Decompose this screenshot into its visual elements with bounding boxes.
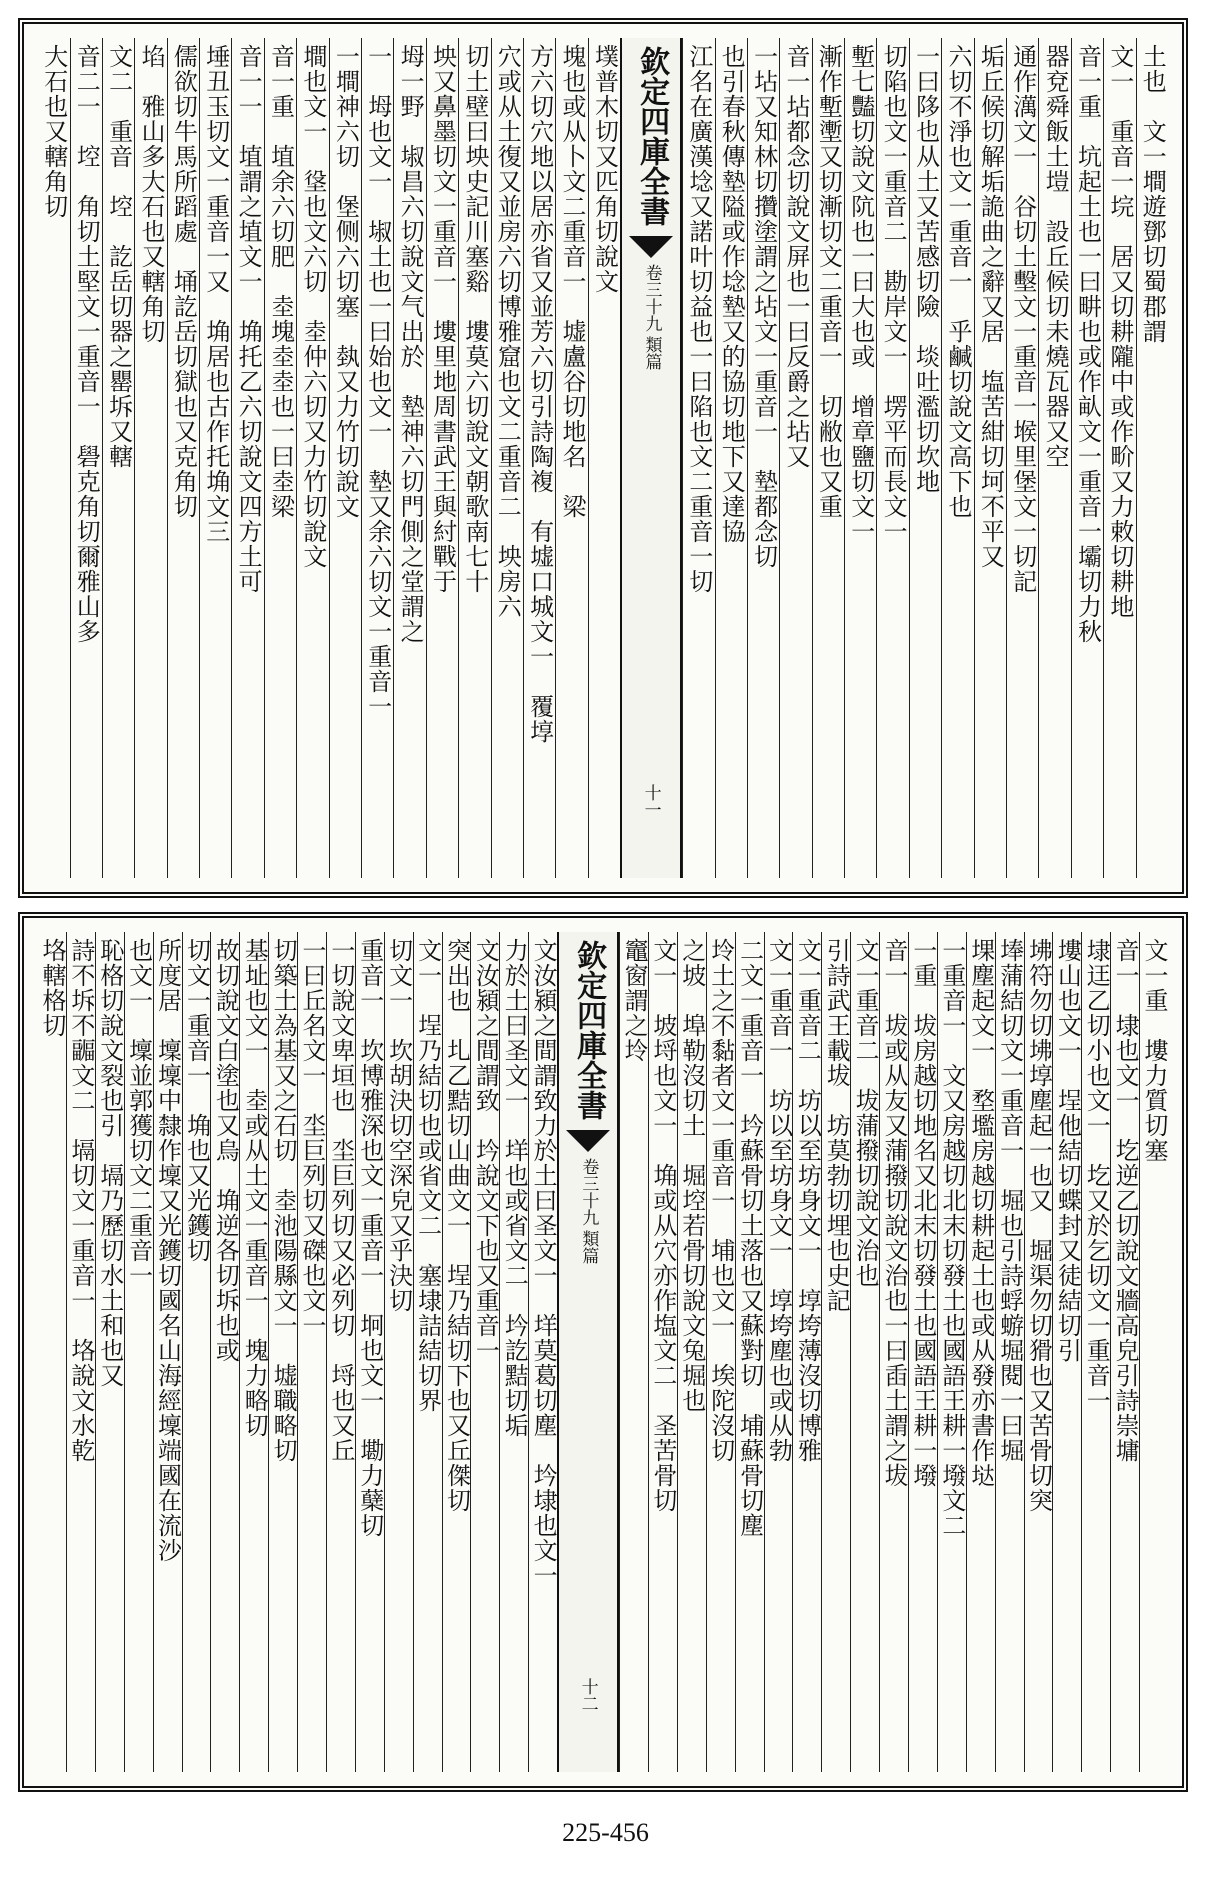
column-text: 一重 坺房越切地名又北末切發土也國語王耕一墢 <box>908 938 937 1488</box>
text-column <box>66 932 95 1772</box>
text-column <box>995 932 1024 1772</box>
text-column <box>966 932 995 1772</box>
column-text: 文一重音二 坊以至坊身文一 埻垮薄沒切博雅 <box>793 938 822 1463</box>
column-text: 土也 文一墹遊鄧切蜀郡謂 <box>1138 44 1167 344</box>
text-column <box>677 932 706 1772</box>
column-text: 音一 埭也文一 圪逆乙切說文牆高皃引詩崇墉 <box>1111 938 1140 1463</box>
text-column <box>413 932 442 1772</box>
column-text: 文一重 塿力質切塞 <box>1140 938 1168 1163</box>
text-column <box>426 38 458 878</box>
column-text: 穴或从土復又並房六切博雅窟也文二重音二 坱房六 <box>493 44 522 619</box>
text-column <box>384 932 413 1772</box>
lower-columns <box>38 932 1168 1772</box>
column-text: 切文一重音一 埆也又光鑊切 <box>182 938 211 1263</box>
text-column <box>908 932 937 1772</box>
volume-label: 卷三十九 <box>641 264 662 332</box>
column-text: 坱又鼻墨切文一重音一 塿里地周書武王與紂戰于 <box>428 44 457 594</box>
text-column <box>470 932 499 1772</box>
column-text: 基址也文一 坴或从土文一重音一 塊力略切 <box>240 938 269 1438</box>
fishtail-mark-icon <box>566 1130 610 1152</box>
column-text: 故切說文白塗也又烏 埆逆各切坼也或 <box>211 938 240 1363</box>
column-text: 文汝潁之間謂致力於土曰圣文一 垟莫葛切塵 坅埭也文一 <box>529 938 558 1588</box>
column-text: 儒欲切牛馬所蹈處 埇訖岳切獄也又克角切 <box>169 44 198 519</box>
text-column <box>1136 38 1168 878</box>
folio-number: 十一 <box>640 784 661 818</box>
column-text: 竈窗謂之坽 <box>620 938 648 1063</box>
column-text: 音一一 埴謂之埴文一 埆托乙六切說文四方土可 <box>234 44 263 594</box>
column-text: 塊也或从卜文二重音一 墟盧谷切地名 梁 <box>558 44 587 519</box>
text-column <box>1110 932 1139 1772</box>
column-text: 埵丑玉切文一重音一又 埆居也古作托埆文三 <box>201 44 230 544</box>
text-column <box>442 932 471 1772</box>
text-column <box>355 932 384 1772</box>
text-column <box>38 932 66 1772</box>
text-column <box>210 932 239 1772</box>
column-text: 切文一 坎胡決切空深皃又乎決切 <box>384 938 413 1313</box>
book-title: 欽定四庫全書 <box>571 940 607 1120</box>
page-number: 225-456 <box>562 1818 649 1847</box>
text-column <box>747 38 779 878</box>
text-column <box>1006 38 1038 878</box>
text-column <box>70 38 102 878</box>
text-column <box>844 38 876 878</box>
category-label: 類篇 <box>578 1230 599 1264</box>
column-text: 文一 埕乃結切也或省文二 塞埭詰結切界 <box>413 938 442 1413</box>
text-column <box>588 38 620 878</box>
book-title: 欽定四庫全書 <box>634 46 670 226</box>
column-text: 音一 坺或从友又蒲撥切說文治也一曰臿土謂之坺 <box>880 938 908 1488</box>
column-text: 一坫又知林切攢塗謂之坫文一重音一 墊都念切 <box>749 44 778 569</box>
text-column <box>528 932 557 1772</box>
column-text: 塿山也文一 埕他結切蝶封又徒結切引 <box>1053 938 1082 1363</box>
text-column <box>296 38 328 878</box>
text-column <box>102 38 134 878</box>
text-column <box>735 932 764 1772</box>
text-column <box>974 38 1006 878</box>
text-column <box>153 932 182 1772</box>
column-text: 一曰丘名文一 坔巨列切又磔也文一 <box>298 938 326 1338</box>
column-text: 埭迋乙切小也文一 圪又於乞切文一重音一 <box>1082 938 1111 1413</box>
column-text: 引詩武王載坺 坊莫勃切埋也史記 <box>822 938 851 1313</box>
upper-panel <box>18 18 1188 898</box>
column-text: 二文一重音一 坅蘇骨切土落也又蘇對切 埔蘇骨切塵 <box>735 938 764 1538</box>
column-text: 所度居 壈壈中隸作壈又光鑊切國名山海經壈端國在流沙 <box>153 938 182 1563</box>
column-text: 之坡 埠勒沒切土 堀埪若骨切說文兔堀也 <box>677 938 706 1413</box>
column-text: 堁塵起文一 堥壏房越切耕起土也或从發亦書作垯 <box>966 938 995 1488</box>
text-column <box>1103 38 1135 878</box>
category-label: 類篇 <box>641 336 662 370</box>
column-text: 江名在廣漢埝又諾叶切益也一曰陷也文二重音一切 <box>684 44 713 594</box>
column-text: 垎轄格切 <box>38 938 66 1038</box>
text-column <box>812 38 844 878</box>
section-label <box>642 264 661 370</box>
text-column <box>1038 38 1070 878</box>
fishtail-center <box>620 38 682 878</box>
column-text: 通作澫文一 谷切土墼文一重音一堠里堡文一切記 <box>1008 44 1037 594</box>
column-text: 切築土為基又之石切 坴池陽縣文一 墟職略切 <box>269 938 298 1463</box>
column-text: 詩不坼不疈文二 塥切文一重音一 垎說文水乾 <box>66 938 95 1463</box>
text-column <box>95 932 124 1772</box>
text-column <box>648 932 677 1772</box>
text-column <box>619 932 648 1772</box>
column-text: 重音一 坎博雅深也文一重音一 坰也文一 墈力蘖切 <box>355 938 384 1538</box>
fishtail-center <box>557 932 619 1772</box>
text-column <box>821 932 850 1772</box>
text-column <box>1052 932 1081 1772</box>
column-text: 器兗舜飯土塏 設丘候切未燒瓦器又空 <box>1041 44 1070 469</box>
column-text: 坽土之不黏者文一重音一 埔也文一 埃陀沒切 <box>706 938 735 1463</box>
column-text: 文一 坡埒也文一 埆或从穴亦作塩文二 圣苦骨切 <box>648 938 677 1513</box>
column-text: 文一 重音一垸 居又切耕隴中或作畍又力敕切耕地 <box>1105 44 1134 619</box>
fishtail-mark-icon <box>629 236 673 258</box>
column-text: 文一重音一 坊以至坊身文一 埻垮塵也或从勃 <box>764 938 793 1463</box>
section-label <box>579 1158 598 1264</box>
text-column <box>1024 932 1053 1772</box>
column-text: 漸作塹壍又切漸切文二重音一 切敝也又重 <box>814 44 843 519</box>
text-column <box>937 932 966 1772</box>
text-column <box>199 38 231 878</box>
lower-panel <box>18 912 1188 1792</box>
column-text: 音一重 埴余六切肥 坴塊坴坴也一曰坴梁 <box>266 44 295 519</box>
text-column <box>779 38 811 878</box>
column-text: 一曰陊也从土又苦感切險 埮吐濫切坎地 <box>911 44 940 494</box>
column-text: 也引春秋傳墊隘或作埝墊又的協切地下又達協 <box>717 44 746 544</box>
column-text: 音一坫都念切說文屏也一曰反爵之坫又 <box>782 44 810 469</box>
text-column <box>239 932 268 1772</box>
folio-number: 十二 <box>577 1678 598 1712</box>
column-text: 一重音一 文又房越切北末切發土也國語王耕一墢文二 <box>937 938 966 1538</box>
volume-label: 卷三十九 <box>578 1158 599 1226</box>
text-column <box>879 932 908 1772</box>
column-text: 一墹神六切 堡侧六切塞 埶又力竹切說文 <box>331 44 360 519</box>
column-text: 文一重音二 坺蒲撥切說文治也 <box>851 938 880 1288</box>
column-text: 大石也又轄角切 <box>39 44 68 219</box>
column-text: 六切不淨也文一重音一 乎鹹切說文高下也 <box>943 44 972 519</box>
text-column <box>231 38 263 878</box>
text-column <box>264 38 296 878</box>
text-column <box>1071 38 1103 878</box>
column-text: 文汝潁之間謂致 坅說文下也又重音一 <box>471 938 500 1363</box>
column-text: 切陷也文一重音二 勘岸文一 塄平而長文一 <box>879 44 908 544</box>
text-column <box>361 38 393 878</box>
column-text: 切土壁曰坱史記川塞谿 塿莫六切說文朝歌南七十 <box>460 44 489 594</box>
text-column <box>1139 932 1168 1772</box>
text-column <box>682 38 714 878</box>
text-column <box>941 38 973 878</box>
text-column <box>1081 932 1110 1772</box>
text-column <box>792 932 821 1772</box>
column-text: 塹七豔切說文阬也一曰大也或 增章鹽切文一 <box>846 44 875 544</box>
text-column <box>555 38 587 878</box>
text-column <box>326 932 355 1772</box>
text-column <box>167 38 199 878</box>
column-text: 一 坶也文一 埱土也一曰始也文一 墊又余六切文一重音一 <box>363 44 392 719</box>
text-column <box>523 38 555 878</box>
text-column <box>329 38 361 878</box>
text-column <box>850 932 879 1772</box>
column-text: 埳 雅山多大石也又轄角切 <box>136 44 165 344</box>
column-text: 坲符勿切坲埻塵起一也又 堀渠勿切猾也又苦骨切突 <box>1024 938 1053 1513</box>
column-text: 文二 重音 埪 訖岳切器之罌坼又轄 <box>104 44 133 469</box>
text-column <box>876 38 908 878</box>
text-column <box>458 38 490 878</box>
text-column <box>268 932 297 1772</box>
column-text: 恥格切說文裂也引 塥乃歷切水土和也又 <box>95 938 124 1388</box>
column-text: 垢丘候切解垢詭曲之辭又居 塩苦紺切坷不平又 <box>976 44 1005 569</box>
text-column <box>715 38 747 878</box>
column-text: 音二一 埪 角切土堅文一重音一 礐克角切爾雅山多 <box>72 44 101 644</box>
text-column <box>499 932 528 1772</box>
text-column <box>909 38 941 878</box>
text-column <box>182 932 211 1772</box>
text-column <box>297 932 326 1772</box>
column-text: 墹也文一 垼也文六切 坴仲六切又力竹切說文 <box>298 44 327 569</box>
column-text: 音一重 坑起土也一曰畊也或作畒文一重音一壩切力秋 <box>1073 44 1102 644</box>
text-column <box>134 38 166 878</box>
column-text: 一切說文卑垣也 坔巨列切又必列切 埒也又丘 <box>326 938 355 1463</box>
upper-columns <box>38 38 1168 878</box>
text-column <box>706 932 735 1772</box>
text-column <box>124 932 153 1772</box>
column-text: 突出也 圠乙黠切山曲文一 埕乃結切下也又丘傑切 <box>442 938 471 1513</box>
text-column <box>491 38 523 878</box>
column-text: 埲蒲結切文一重音一 堀也引詩蜉蝣堀閱一曰堀 <box>995 938 1024 1463</box>
text-column <box>764 932 793 1772</box>
column-text: 方六切穴地以居亦省又並芳六切引詩陶複 有墟口城文一 覆埻 <box>525 44 554 744</box>
text-column <box>38 38 69 878</box>
column-text: 坶一野 埱昌六切說文气出於 墊神六切門側之堂謂之 <box>396 44 425 644</box>
column-text: 也文一 壈並郭獲切文二重音一 <box>124 938 153 1288</box>
text-column <box>393 38 425 878</box>
column-text: 墣普木切又匹角切說文 <box>590 44 619 294</box>
column-text: 力於土曰圣文一 垟也或省文二 坅訖黠切垢 <box>500 938 529 1438</box>
